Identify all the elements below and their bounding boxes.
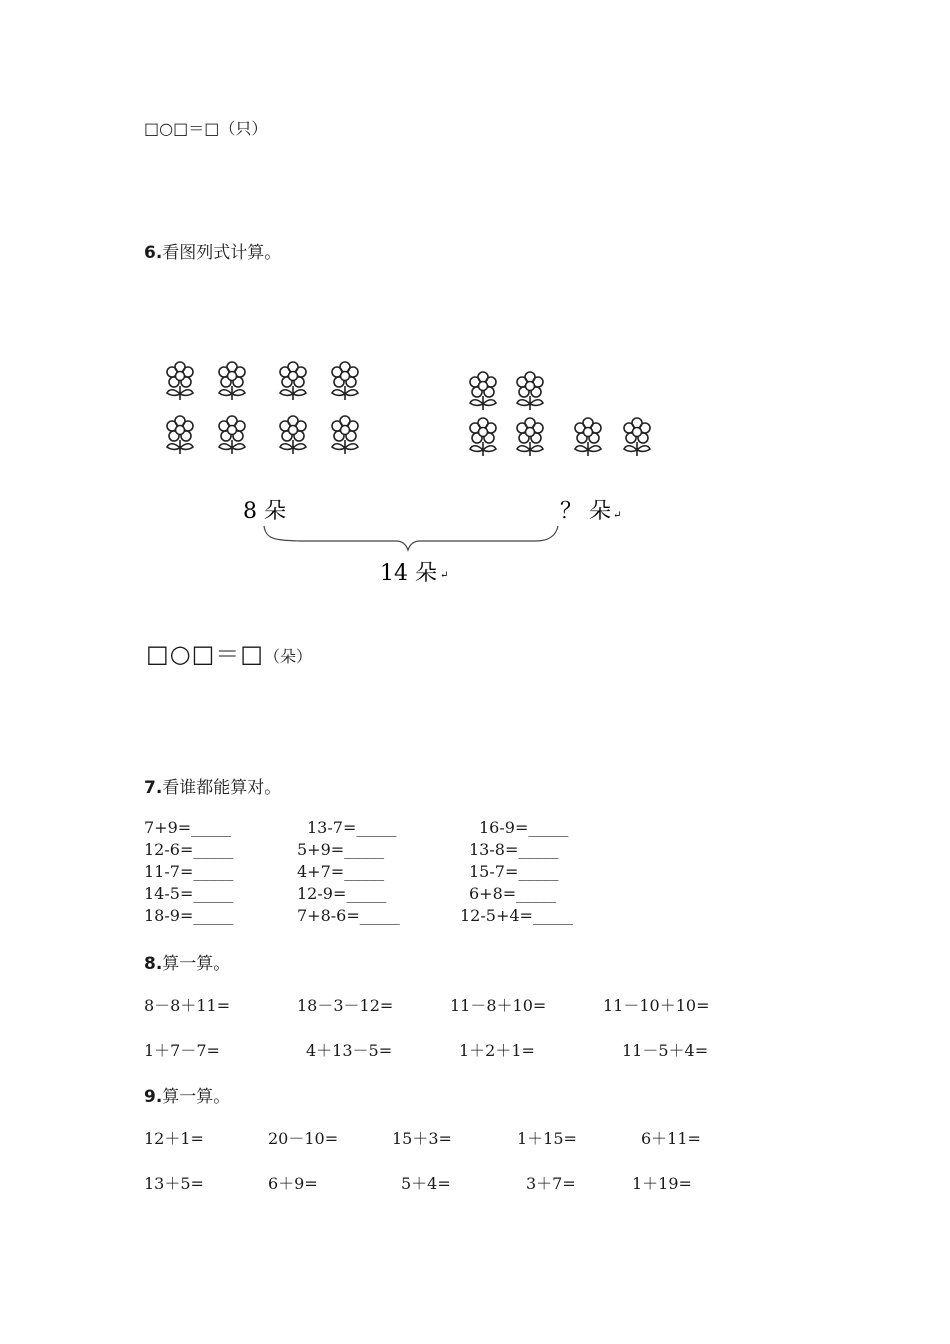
q7-problem: 11-7=_____ [144,862,234,881]
q8-problem: 11－8＋10= [450,996,547,1015]
q9-title [144,1082,230,1107]
flower-figure [150,350,670,600]
q8-problem: 18－3－12= [297,996,394,1015]
q7-problem: 7+8-6=_____ [297,906,400,925]
q6-title [144,238,281,263]
flower-icon [517,418,543,456]
q6-title-text: 看图列式计算。 [162,243,282,263]
q6-formula [146,634,312,669]
flower-icon [470,372,496,410]
q7-number: 7. [144,778,163,798]
q7-problem: 13-7=_____ [307,818,397,837]
q7-problem: 12-5+4=_____ [460,906,573,925]
q9-problem: 12＋1= [144,1129,204,1148]
q8-number: 8. [144,954,163,974]
flower-icon [219,416,245,454]
q7-title [144,773,281,798]
q7-problem: 18-9=_____ [144,906,234,925]
flower-icon [575,418,601,456]
q7-problem: 13-8=_____ [469,840,559,859]
flower-icon [470,418,496,456]
flower-icon [332,416,358,454]
q5-formula: □○□＝□（只） [144,119,268,138]
q9-number: 9. [144,1087,163,1107]
q9-problem: 13＋5= [144,1174,204,1193]
q7-problem: 12-6=_____ [144,840,234,859]
left-group-label: 8 朵 [243,499,286,524]
flower-icon [280,362,306,400]
flower-icon [332,362,358,400]
q7-problem: 6+8=_____ [469,884,557,903]
q7-problem: 15-7=_____ [469,862,559,881]
q6-formula-text: □○□＝□ [146,640,264,668]
q9-problem: 1＋15= [517,1129,577,1148]
q8-problem: 4＋13－5= [306,1041,393,1060]
q7-problem: 14-5=_____ [144,884,234,903]
q9-problem: 20－10= [268,1129,339,1148]
q9-problem: 5＋4= [401,1174,451,1193]
q9-problem: 3＋7= [526,1174,576,1193]
right-group-label: ？ 朵 [560,499,611,524]
q6-number: 6. [144,243,163,263]
q7-problem: 16-9=_____ [479,818,569,837]
q9-title-text: 算一算。 [162,1087,231,1107]
total-label-return-mark: ↵ [440,570,449,581]
flower-icon [219,362,245,400]
flower-icon [280,416,306,454]
q9-problem: 6＋11= [641,1129,701,1148]
flower-icon [167,362,193,400]
q9-problem: 6＋9= [268,1174,318,1193]
q8-title [144,949,230,974]
q6-unit: （朵） [263,647,312,666]
right-label-return-mark: ↵ [613,510,622,521]
q9-problem: 1＋19= [632,1174,692,1193]
q7-problem: 12-9=_____ [297,884,387,903]
q7-problem: 7+9=_____ [144,818,232,837]
total-label: 14 朵 [380,561,437,586]
q8-problem: 8－8＋11= [144,996,231,1015]
flower-icon [624,418,650,456]
q8-problem: 1＋2＋1= [459,1041,535,1060]
q8-title-text: 算一算。 [162,954,231,974]
q7-problem: 5+9=_____ [297,840,385,859]
q7-title-text: 看谁都能算对。 [162,778,282,798]
flower-icon [517,372,543,410]
q8-problem: 11－5＋4= [622,1041,709,1060]
q9-problem: 15＋3= [392,1129,452,1148]
q8-problem: 11－10＋10= [603,996,710,1015]
total-brace [264,526,558,550]
q8-problem: 1＋7－7= [144,1041,220,1060]
q7-problem: 4+7=_____ [297,862,385,881]
flower-icon [167,416,193,454]
